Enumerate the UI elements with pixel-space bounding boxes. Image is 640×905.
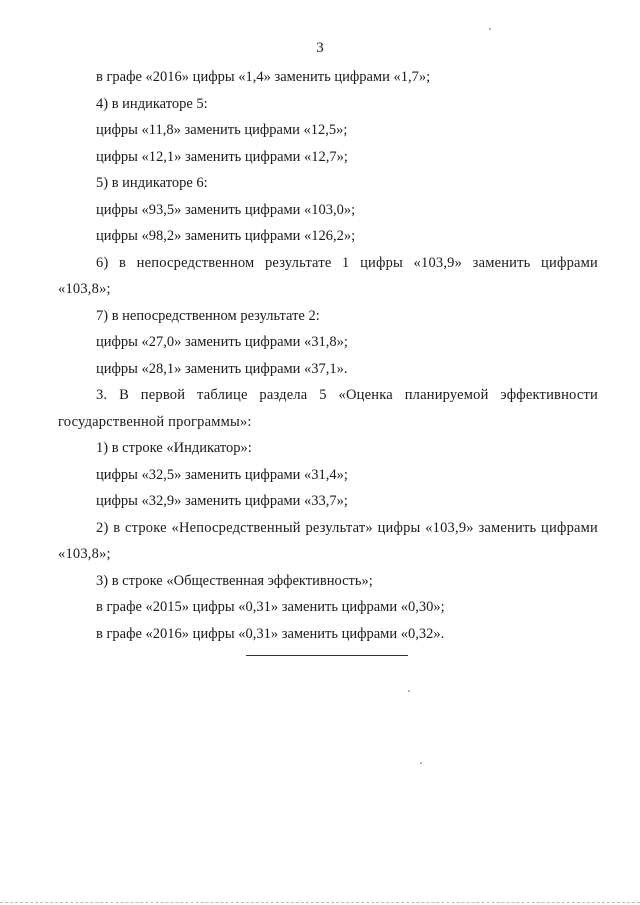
page-number: 3 [316,40,324,56]
paragraph: цифры «12,1» заменить цифрами «12,7»; [96,148,348,165]
paragraph: 7) в непосредственном результате 2: [96,307,320,324]
scan-speck [489,28,491,30]
paragraph: цифры «32,9» заменить цифрами «33,7»; [96,493,348,509]
paragraph: 1) в строке «Индикатор»: [96,440,252,456]
paragraph: в графе «2016» цифры «0,31» заменить цифрами «0,32». [96,625,445,642]
paragraph: 6) в непосредственном результате 1 цифры «103,9» заменить цифрами «103,8»; [58,254,598,297]
paragraph: 5) в индикаторе 6: [96,175,208,191]
scan-bottom-edge [0,902,640,903]
paragraph: 2) в строке «Непосредственный результат» цифры «103,9» заменить цифрами «103,8»; [58,519,598,562]
paragraph: 3. В первой таблице раздела 5 «Оценка планируемой эффективности государственной программы»: [58,387,598,430]
paragraph: цифры «98,2» заменить цифрами «126,2»; [96,228,356,244]
paragraph: цифры «28,1» заменить цифрами «37,1». [96,360,348,377]
paragraph: 4) в индикаторе 5: [96,95,208,112]
paragraph: цифры «32,5» заменить цифрами «31,4»; [96,466,348,483]
paragraph: цифры «11,8» заменить цифрами «12,5»; [96,122,348,138]
document-body [58,64,598,647]
paragraph: 3) в строке «Общественная эффективность»; [96,572,373,589]
scan-speck [420,762,422,764]
paragraph: в графе «2015» цифры «0,31» заменить цифрами «0,30»; [96,599,445,615]
paragraph: в графе «2016» цифры «1,4» заменить цифрами «1,7»; [96,69,431,85]
paragraph: цифры «27,0» заменить цифрами «31,8»; [96,334,348,350]
paragraph: цифры «93,5» заменить цифрами «103,0»; [96,201,356,218]
end-of-text-rule [246,655,408,656]
scan-speck [408,690,410,692]
